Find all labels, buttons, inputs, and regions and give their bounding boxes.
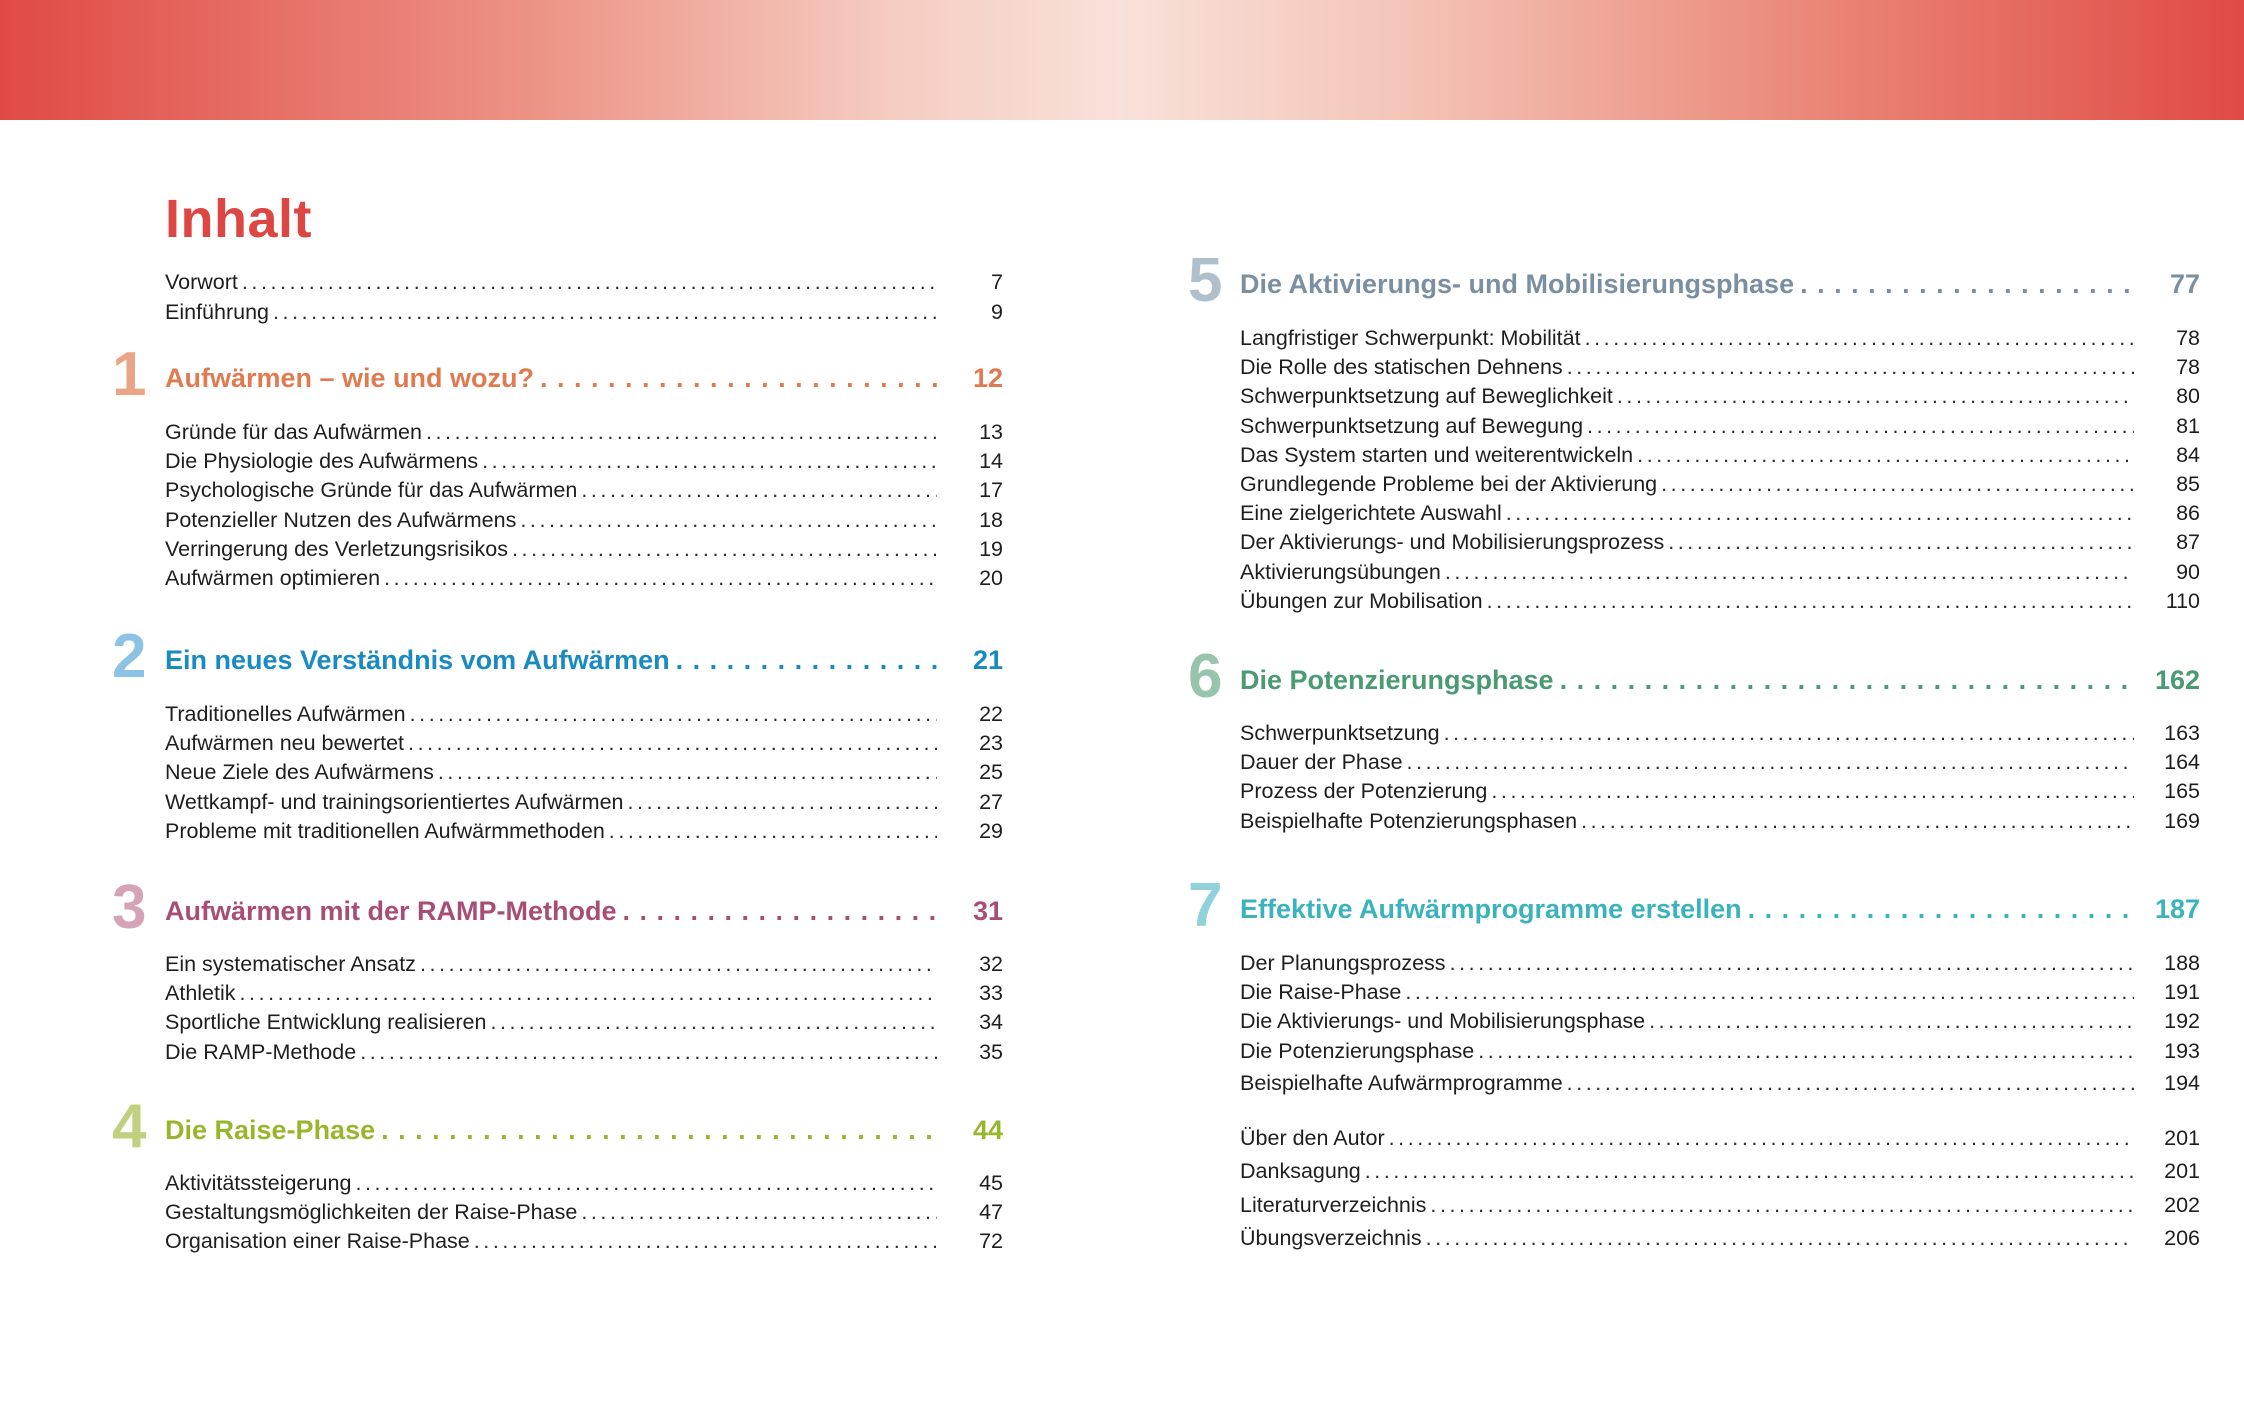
chapter-heading[interactable] [165, 640, 1003, 680]
entry-label: Der Planungsprozess [1240, 951, 1446, 975]
entry-label: Prozess der Potenzierung [1240, 779, 1488, 804]
section-entry[interactable] [1240, 353, 2200, 382]
chapter-page-number: 44 [972, 1115, 1003, 1145]
dot-leader [1450, 949, 2134, 978]
entry-label: Beispielhafte Potenzierungsphasen [1240, 808, 1578, 833]
entry-page-number: 201 [2164, 1126, 2200, 1150]
chapter-title: Die Raise-Phase [165, 1115, 376, 1145]
chapter-title: Aufwärmen – wie und wozu? [165, 363, 535, 393]
section-entry[interactable] [165, 535, 1003, 564]
dot-leader [1430, 1191, 2134, 1220]
entry-page-number: 191 [2164, 980, 2200, 1005]
dot-leader [676, 640, 937, 680]
section-entry[interactable] [1240, 324, 2200, 353]
entry-page-number: 164 [2164, 750, 2200, 775]
section-entry[interactable] [1240, 719, 2200, 748]
entry-label: Aktivitätssteigerung [165, 1171, 352, 1195]
dot-leader [520, 506, 937, 535]
chapter-number: 4 [112, 1092, 147, 1161]
dot-leader [420, 950, 937, 979]
entry-page-number: 14 [979, 449, 1003, 474]
dot-leader [581, 1198, 937, 1227]
dot-leader [1478, 1037, 2134, 1066]
section-entry[interactable] [165, 1008, 1003, 1037]
entry-label: Gründe für das Aufwärmen [165, 420, 422, 444]
entry-label: Übungen zur Mobilisation [1240, 588, 1483, 613]
entry-label: Grundlegende Probleme bei der Aktivierung [1240, 472, 1658, 496]
dot-leader [609, 817, 937, 846]
entry-label: Vorwort [165, 270, 238, 294]
dot-leader [1426, 1224, 2134, 1253]
entry-page-number: 81 [2176, 413, 2200, 438]
entry-label: Aufwärmen optimieren [165, 566, 381, 590]
entry-page-number: 84 [2176, 442, 2200, 467]
back-matter-entry[interactable] [1240, 1157, 2200, 1186]
entry-page-number: 29 [979, 818, 1003, 843]
dot-leader [540, 358, 937, 398]
entry-page-number: 163 [2164, 721, 2200, 745]
entry-page-number: 34 [979, 1010, 1003, 1035]
dot-leader [1661, 470, 2134, 499]
entry-page-number: 165 [2164, 779, 2200, 804]
entry-label: Das System starten und weiterentwickeln [1240, 442, 1634, 467]
section-entry[interactable] [165, 758, 1003, 787]
entry-label: Die Aktivierungs- und Mobilisierungsphase [1240, 1009, 1646, 1034]
dot-leader [408, 729, 937, 758]
section-entry[interactable] [165, 447, 1003, 476]
entry-page-number: 13 [979, 420, 1003, 444]
section-entry[interactable] [165, 1169, 1003, 1198]
entry-page-number: 193 [2164, 1038, 2200, 1063]
entry-label: Beispielhafte Aufwärmprogramme [1240, 1071, 1563, 1095]
section-entry[interactable] [1240, 412, 2200, 441]
section-entry[interactable] [165, 1198, 1003, 1227]
page-title: Inhalt [165, 189, 312, 249]
chapter-heading[interactable] [1240, 889, 2200, 929]
back-matter-entry[interactable] [1240, 1191, 2200, 1220]
entry-page-number: 27 [979, 789, 1003, 814]
section-entry[interactable] [165, 1227, 1003, 1256]
dot-leader [242, 268, 937, 297]
section-entry[interactable] [165, 788, 1003, 817]
entry-page-number: 80 [2176, 384, 2200, 409]
entry-page-number: 86 [2176, 501, 2200, 526]
chapter-number: 7 [1188, 871, 1223, 940]
entry-page-number: 90 [2176, 559, 2200, 584]
entry-page-number: 202 [2164, 1193, 2200, 1217]
front-matter-entry[interactable] [165, 268, 1003, 297]
section-entry[interactable] [165, 817, 1003, 846]
entry-label: Wettkampf- und trainingsorientiertes Aufwärmen [165, 789, 624, 814]
section-entry[interactable] [1240, 587, 2200, 616]
dot-leader [1567, 1069, 2134, 1098]
entry-page-number: 78 [2176, 326, 2200, 350]
dot-leader [410, 700, 937, 729]
chapter-number: 6 [1188, 642, 1223, 711]
entry-page-number: 9 [991, 300, 1003, 324]
back-matter-entry[interactable] [1240, 1224, 2200, 1253]
section-entry[interactable] [1240, 441, 2200, 470]
entry-page-number: 110 [2165, 588, 2200, 613]
dot-leader [1748, 889, 2134, 929]
chapter-heading[interactable] [1240, 660, 2200, 700]
entry-label: Sportliche Entwicklung realisieren [165, 1010, 487, 1035]
entry-label: Gestaltungsmöglichkeiten der Raise-Phase [165, 1200, 578, 1225]
dot-leader [1365, 1157, 2134, 1186]
chapter-page-number: 77 [2169, 269, 2200, 299]
entry-label: Verringerung des Verletzungsrisikos [165, 536, 508, 561]
entry-label: Potenzieller Nutzen des Aufwärmens [165, 507, 517, 532]
entry-page-number: 23 [979, 731, 1003, 756]
dot-leader [1585, 324, 2134, 353]
section-entry[interactable] [1240, 528, 2200, 557]
entry-label: Die Potenzierungsphase [1240, 1038, 1475, 1063]
entry-page-number: 188 [2164, 951, 2200, 975]
entry-label: Schwerpunktsetzung [1240, 721, 1440, 745]
dot-leader [1637, 441, 2134, 470]
entry-page-number: 192 [2164, 1009, 2200, 1034]
section-entry[interactable] [1240, 470, 2200, 499]
entry-label: Übungsverzeichnis [1240, 1226, 1422, 1250]
entry-page-number: 33 [979, 981, 1003, 1006]
section-entry[interactable] [1240, 748, 2200, 777]
dot-leader [273, 298, 937, 327]
entry-label: Aufwärmen neu bewertet [165, 731, 405, 756]
section-entry[interactable] [165, 1038, 1003, 1067]
section-entry[interactable] [165, 950, 1003, 979]
chapter-page-number: 12 [972, 363, 1003, 393]
entry-page-number: 22 [979, 702, 1003, 726]
section-entry[interactable] [1240, 949, 2200, 978]
dot-leader [490, 1008, 937, 1037]
dot-leader [1445, 558, 2134, 587]
section-entry[interactable] [1240, 499, 2200, 528]
dot-leader [1444, 719, 2134, 748]
entry-page-number: 169 [2164, 808, 2200, 833]
section-entry[interactable] [165, 564, 1003, 593]
dot-leader [1800, 264, 2134, 304]
entry-page-number: 206 [2164, 1226, 2200, 1250]
entry-label: Eine zielgerichtete Auswahl [1240, 501, 1502, 526]
dot-leader [381, 1110, 937, 1150]
entry-page-number: 85 [2176, 472, 2200, 496]
dot-leader [512, 535, 937, 564]
entry-page-number: 201 [2164, 1159, 2200, 1183]
entry-label: Organisation einer Raise-Phase [165, 1229, 470, 1254]
toc-right-column [1122, 0, 2244, 1417]
chapter-title: Die Aktivierungs- und Mobilisierungsphase [1240, 269, 1795, 299]
dot-leader [1389, 1124, 2134, 1153]
section-entry[interactable] [1240, 382, 2200, 411]
dot-leader [623, 891, 937, 931]
section-entry[interactable] [1240, 558, 2200, 587]
section-entry[interactable] [165, 979, 1003, 1008]
chapter-title: Effektive Aufwärmprogramme erstellen [1240, 894, 1742, 924]
section-entry[interactable] [1240, 1069, 2200, 1098]
dot-leader [1567, 353, 2134, 382]
chapter-page-number: 162 [2154, 665, 2200, 695]
dot-leader [1405, 978, 2134, 1007]
dot-leader [1407, 748, 2134, 777]
section-entry[interactable] [1240, 978, 2200, 1007]
entry-page-number: 19 [979, 536, 1003, 561]
section-entry[interactable] [165, 476, 1003, 505]
entry-page-number: 47 [979, 1200, 1003, 1225]
chapter-heading[interactable] [1240, 264, 2200, 304]
entry-label: Psychologische Gründe für das Aufwärmen [165, 478, 578, 503]
dot-leader [1617, 382, 2134, 411]
dot-leader [426, 418, 937, 447]
entry-page-number: 72 [979, 1229, 1003, 1254]
dot-leader [1560, 660, 2134, 700]
entry-label: Traditionelles Aufwärmen [165, 702, 406, 726]
section-entry[interactable] [1240, 1007, 2200, 1036]
dot-leader [355, 1169, 937, 1198]
chapter-title: Ein neues Verständnis vom Aufwärmen [165, 645, 670, 675]
chapter-heading[interactable] [165, 1110, 1003, 1150]
dot-leader [438, 758, 937, 787]
entry-label: Schwerpunktsetzung auf Bewegung [1240, 413, 1584, 438]
chapter-page-number: 187 [2154, 894, 2200, 924]
entry-label: Über den Autor [1240, 1126, 1385, 1150]
entry-page-number: 45 [979, 1171, 1003, 1195]
entry-page-number: 18 [979, 507, 1003, 532]
chapter-heading[interactable] [165, 891, 1003, 931]
section-entry[interactable] [165, 700, 1003, 729]
entry-page-number: 20 [979, 566, 1003, 590]
chapter-number: 1 [112, 340, 147, 409]
dot-leader [240, 979, 937, 1008]
dot-leader [581, 476, 937, 505]
back-matter-entry[interactable] [1240, 1124, 2200, 1153]
entry-label: Literaturverzeichnis [1240, 1193, 1427, 1217]
entry-label: Schwerpunktsetzung auf Beweglichkeit [1240, 384, 1613, 409]
entry-label: Probleme mit traditionellen Aufwärmmethoden [165, 818, 605, 843]
entry-label: Langfristiger Schwerpunkt: Mobilität [1240, 326, 1581, 350]
entry-label: Die Physiologie des Aufwärmens [165, 449, 479, 474]
chapter-title: Aufwärmen mit der RAMP-Methode [165, 896, 617, 926]
section-entry[interactable] [165, 506, 1003, 535]
chapter-title: Die Potenzierungsphase [1240, 665, 1554, 695]
dot-leader [1668, 528, 2134, 557]
dot-leader [1506, 499, 2134, 528]
dot-leader [1649, 1007, 2134, 1036]
entry-label: Die Raise-Phase [1240, 980, 1402, 1005]
dot-leader [1487, 587, 2134, 616]
chapter-page-number: 31 [972, 896, 1003, 926]
entry-page-number: 194 [2164, 1071, 2200, 1095]
dot-leader [482, 447, 937, 476]
chapter-heading[interactable] [165, 358, 1003, 398]
dot-leader [627, 788, 937, 817]
entry-page-number: 17 [979, 478, 1003, 503]
entry-label: Danksagung [1240, 1159, 1361, 1183]
entry-label: Die Rolle des statischen Dehnens [1240, 355, 1563, 380]
dot-leader [384, 564, 937, 593]
dot-leader [360, 1038, 937, 1067]
section-entry[interactable] [165, 729, 1003, 758]
section-entry[interactable] [165, 418, 1003, 447]
entry-label: Dauer der Phase [1240, 750, 1403, 775]
entry-label: Ein systematischer Ansatz [165, 952, 416, 976]
section-entry[interactable] [1240, 807, 2200, 836]
entry-page-number: 32 [979, 952, 1003, 976]
entry-label: Neue Ziele des Aufwärmens [165, 760, 434, 785]
dot-leader [1491, 777, 2134, 806]
dot-leader [1587, 412, 2134, 441]
entry-page-number: 78 [2176, 355, 2200, 380]
entry-page-number: 35 [979, 1039, 1003, 1064]
chapter-page-number: 21 [972, 645, 1003, 675]
entry-page-number: 87 [2176, 530, 2200, 555]
chapter-number: 3 [112, 873, 147, 942]
entry-page-number: 7 [991, 270, 1003, 294]
entry-label: Aktivierungsübungen [1240, 559, 1441, 584]
entry-page-number: 25 [979, 760, 1003, 785]
dot-leader [1581, 807, 2134, 836]
section-entry[interactable] [1240, 777, 2200, 806]
section-entry[interactable] [1240, 1037, 2200, 1066]
dot-leader [474, 1227, 937, 1256]
entry-label: Der Aktivierungs- und Mobilisierungsprozess [1240, 530, 1665, 555]
entry-label: Athletik [165, 981, 236, 1006]
entry-label: Einführung [165, 300, 269, 324]
front-matter-entry[interactable] [165, 298, 1003, 327]
chapter-number: 2 [112, 622, 147, 691]
entry-label: Die RAMP-Methode [165, 1039, 357, 1064]
chapter-number: 5 [1188, 246, 1223, 315]
